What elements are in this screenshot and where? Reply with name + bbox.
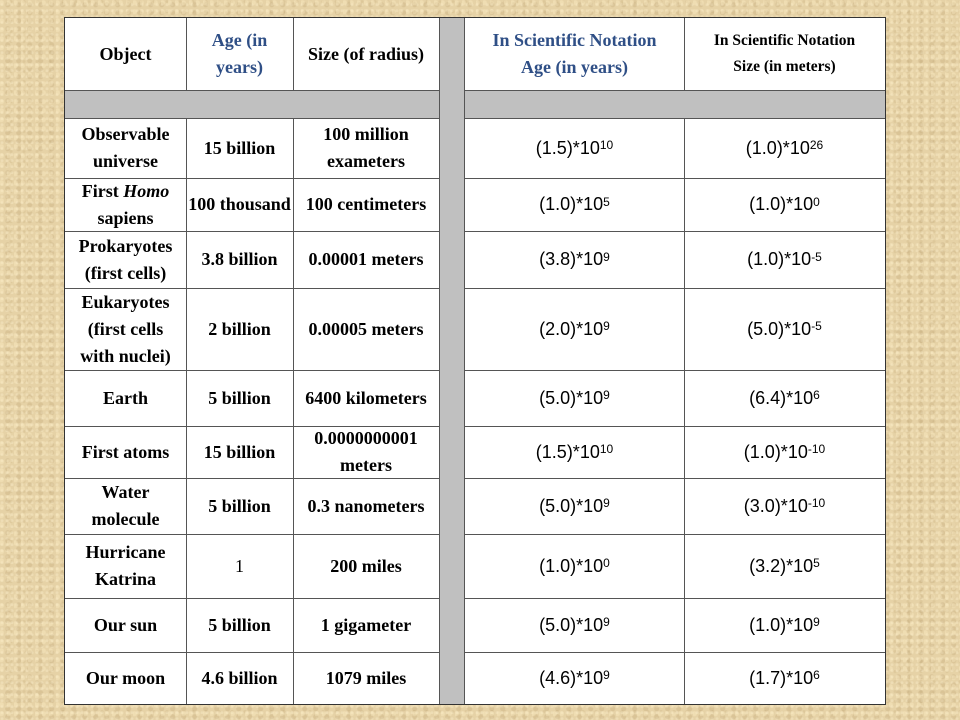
header-age: Age (in years) — [211, 30, 268, 77]
sci-size-coefficient: (1.0)*10 — [743, 441, 808, 462]
cell-age: 5 billion — [208, 387, 271, 408]
sci-age-coefficient: (1.0)*10 — [539, 194, 604, 214]
cell-object: Observable universe — [81, 124, 170, 171]
sci-age-coefficient: (4.6)*10 — [539, 667, 604, 688]
cell-object: Eukaryotes (first cells with nuclei) — [80, 291, 171, 366]
cell-size: 0.0000000001 meters — [314, 428, 418, 475]
cell-size: 1079 miles — [325, 667, 407, 688]
cell-size: 6400 kilometers — [305, 387, 427, 408]
sci-age-coefficient: (1.5)*10 — [535, 441, 600, 462]
cell-sci-size: (3.0)*10 $^{-10}$ — [684, 478, 885, 534]
cell-sci-size: (1.0)*10 $^0$ — [684, 178, 885, 231]
sci-size-coefficient: (1.7)*10 — [749, 667, 814, 688]
cell-object: Prokaryotes (first cells) — [78, 235, 173, 283]
cell-sci-age: (5.0)*10 $^9$ — [465, 370, 684, 426]
header-sci-size-line2: Size (in meters) — [733, 58, 836, 75]
sci-size-coefficient: (1.0)*10 — [745, 137, 810, 158]
cell-sci-age: (5.0)*10 $^9$ — [465, 598, 684, 652]
cell-age: 15 billion — [203, 137, 276, 158]
sci-age-coefficient: (3.8)*10 — [539, 249, 604, 269]
cell-sci-size: (3.2)*10 $^5$ — [684, 534, 885, 598]
object-text-part: Homo — [123, 180, 170, 201]
cell-object — [65, 178, 186, 231]
header-sci-age-line2: Age (in years) — [521, 57, 628, 77]
cell-sci-size: (6.4)*10 $^6$ — [684, 370, 885, 426]
sci-age-coefficient: (2.0)*10 — [539, 318, 604, 339]
cell-sci-age: (4.6)*10 $^9$ — [465, 652, 684, 704]
sci-age-coefficient: (5.0)*10 — [539, 495, 604, 516]
grid-hline — [465, 90, 885, 91]
cell-size: 100 centimeters — [305, 194, 427, 214]
cell-sci-age: (1.0)*10 $^0$ — [465, 534, 684, 598]
cell-object: Our moon — [85, 667, 166, 688]
grid-hline — [65, 90, 439, 91]
cell-sci-age: (5.0)*10 $^9$ — [465, 478, 684, 534]
column-separator-bar — [439, 18, 465, 704]
sci-size-coefficient: (3.0)*10 — [743, 495, 808, 516]
cell-age: 100 thousand — [188, 194, 291, 214]
sci-age-coefficient: (1.5)*10 — [535, 137, 600, 158]
cell-sci-size: (1.0)*10 $^{-5}$ — [684, 231, 885, 288]
header-object: Object — [99, 43, 152, 64]
sci-size-coefficient: (1.0)*10 — [747, 249, 812, 269]
cell-age: 3.8 billion — [201, 249, 278, 269]
cell-sci-age: (3.8)*10 $^9$ — [465, 231, 684, 288]
cell-sci-age: (1.0)*10 $^5$ — [465, 178, 684, 231]
cell-sci-size: (5.0)*10 $^{-5}$ — [684, 288, 885, 370]
cell-size: 100 million exameters — [323, 124, 409, 171]
header-sci-size — [684, 18, 885, 90]
sci-size-coefficient: (3.2)*10 — [749, 555, 814, 576]
cell-object: Water molecule — [91, 482, 160, 529]
cell-age: 5 billion — [208, 614, 271, 635]
cell-size: 200 miles — [330, 555, 402, 576]
object-text-part: sapiens — [97, 207, 154, 228]
sci-size-coefficient: (5.0)*10 — [747, 318, 812, 339]
cell-age: 15 billion — [203, 441, 276, 462]
header-size: Size (of radius) — [308, 43, 424, 64]
sci-age-coefficient: (5.0)*10 — [539, 387, 604, 408]
cell-object: Earth — [103, 387, 148, 408]
header-spacer-row — [65, 90, 439, 118]
cell-sci-size: (1.0)*10 $^{-10}$ — [684, 426, 885, 478]
header-sci-age-line1: In Scientific Notation — [492, 30, 657, 50]
sci-age-coefficient: (5.0)*10 — [539, 614, 604, 635]
cell-age: 1 — [235, 555, 244, 576]
header-sci-age — [465, 18, 684, 90]
cell-object: First atoms — [81, 441, 170, 462]
object-text-part: First — [81, 180, 124, 201]
cell-age: 4.6 billion — [201, 667, 278, 688]
cell-sci-size: (1.7)*10 $^6$ — [684, 652, 885, 704]
cell-object: Hurricane Katrina — [85, 542, 166, 589]
sci-size-coefficient: (6.4)*10 — [749, 387, 814, 408]
sci-age-coefficient: (1.0)*10 — [539, 555, 604, 576]
cell-size: 1 gigameter — [320, 614, 412, 635]
cell-size: 0.00005 meters — [308, 318, 424, 339]
cell-age: 5 billion — [208, 495, 271, 516]
cell-age: 2 billion — [208, 318, 271, 339]
cell-sci-age: (2.0)*10 $^9$ — [465, 288, 684, 370]
sci-size-coefficient: (1.0)*10 — [749, 194, 814, 214]
header-spacer-row — [465, 90, 885, 118]
cell-sci-size: (1.0)*10 $^9$ — [684, 598, 885, 652]
cell-sci-size: (1.0)*10 $^{26}$ — [684, 118, 885, 178]
cell-size: 0.00001 meters — [308, 249, 424, 269]
cell-sci-age: (1.5)*10 $^{10}$ — [465, 118, 684, 178]
sci-size-coefficient: (1.0)*10 — [749, 614, 814, 635]
cell-sci-age: (1.5)*10 $^{10}$ — [465, 426, 684, 478]
header-sci-size-line1: In Scientific Notation — [713, 32, 856, 49]
scale-table — [64, 17, 886, 705]
cell-size: 0.3 nanometers — [307, 495, 425, 516]
cell-object: Our sun — [93, 614, 158, 635]
